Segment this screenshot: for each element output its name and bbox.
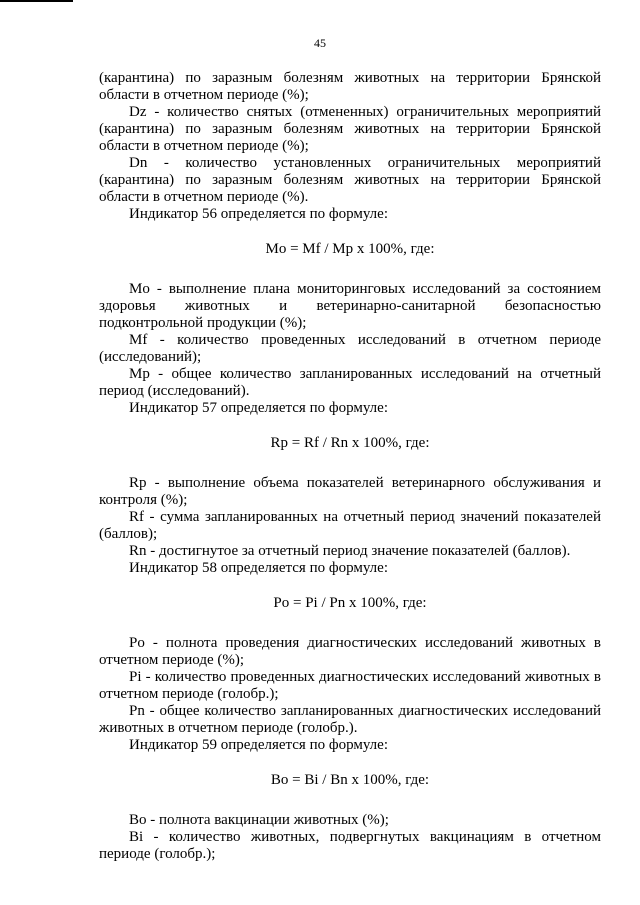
formula-59: Bo = Bi / Bn x 100%, где: — [270, 772, 430, 788]
definition-pn: Pn - общее количество запланированных диагностических исследований животных в отчетном периоде (голобр.). — [99, 703, 601, 736]
definition-pi: Pi - количество проведенных диагностических исследований животных в отчетном периоде (голобр.); — [99, 669, 601, 702]
definition-mo: Mo - выполнение плана мониторинговых исследований за состоянием здоровья животных и ветеринарно-санитарной безопасностью подконтрольной продукции (%); — [99, 281, 601, 331]
indicator-57-heading: Индикатор 57 определяется по формуле: — [129, 400, 388, 416]
paragraph: (карантина) по заразным болезням животных на территории Брянской области в отчетном периоде (%); — [99, 70, 601, 103]
formula-57: Rp = Rf / Rn x 100%, где: — [270, 435, 430, 451]
definition-rp: Rp - выполнение объема показателей ветеринарного обслуживания и контроля (%); — [99, 475, 601, 508]
formula-58: Po = Pi / Pn x 100%, где: — [273, 595, 427, 611]
definition-bi: Bi - количество животных, подвергнутых вакцинациям в отчетном периоде (голобр.); — [99, 829, 601, 862]
definition-dz: Dz - количество снятых (отмененных) ограничительных мероприятий (карантина) по заразным болезням животных на территории Брянской области в отчетном периоде (%); — [99, 104, 601, 154]
definition-mp: Mp - общее количество запланированных исследований на отчетный период (исследований). — [99, 366, 601, 399]
document-body — [99, 70, 601, 863]
definition-dn: Dn - количество установленных ограничительных мероприятий (карантина) по заразным болезням животных на территории Брянской области в отчетном периоде (%). — [99, 155, 601, 205]
definition-bo: Bo - полнота вакцинации животных (%); — [129, 812, 389, 828]
indicator-59-heading: Индикатор 59 определяется по формуле: — [129, 737, 388, 753]
definition-rf: Rf - сумма запланированных на отчетный период значений показателей (баллов); — [99, 509, 601, 542]
definition-po: Po - полнота проведения диагностических исследований животных в отчетном периоде (%); — [99, 635, 601, 668]
page-number: 45 — [314, 36, 326, 50]
indicator-58-heading: Индикатор 58 определяется по формуле: — [129, 560, 388, 576]
indicator-56-heading: Индикатор 56 определяется по формуле: — [129, 206, 388, 222]
corner-rule — [0, 0, 73, 2]
definition-rn: Rn - достигнутое за отчетный период значение показателей (баллов). — [129, 543, 571, 559]
formula-56: Mo = Mf / Mp x 100%, где: — [265, 241, 435, 257]
definition-mf: Mf - количество проведенных исследований в отчетном периоде (исследований); — [99, 332, 601, 365]
